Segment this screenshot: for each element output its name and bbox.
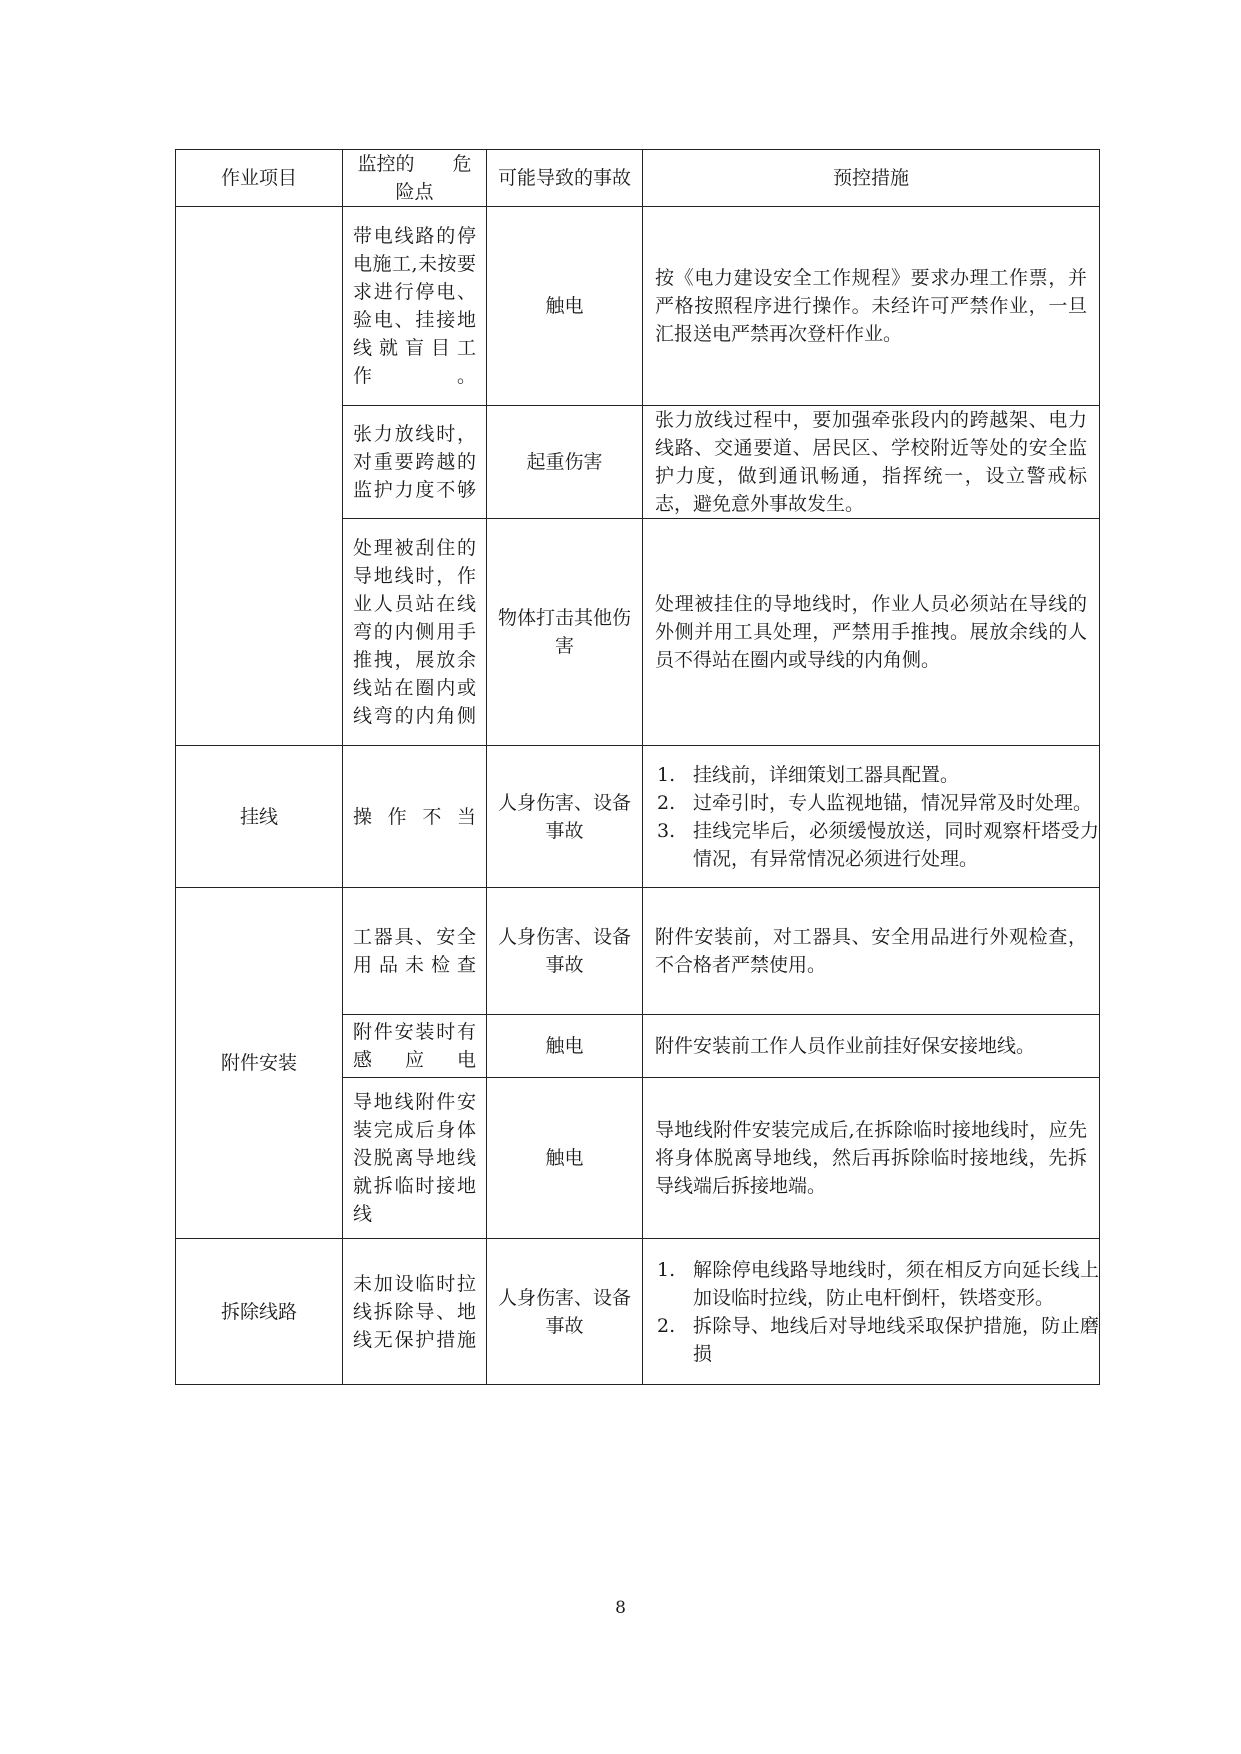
table-row <box>176 746 1100 888</box>
list-item: 2. 过牵引时，专人监视地锚，情况异常及时处理。 <box>657 791 1093 814</box>
hazard-cell: 附件安装时有感应电 <box>343 1015 487 1078</box>
accident-cell: 人身伤害、设备事故 <box>487 746 643 888</box>
measure-cell: 张力放线过程中，要加强牵张段内的跨越架、电力线路、交通要道、居民区、学校附近等处的安全监护力度，做到通讯畅通，指挥统一，设立警戒标志，避免意外事故发生。 <box>643 406 1100 519</box>
measure-cell <box>643 746 1100 888</box>
table-row <box>176 207 1100 406</box>
list-item: 1. 解除停电线路导地线时，须在相反方向延长线上加设临时拉线，防止电杆倒杆，铁塔变形。 <box>657 1258 1099 1309</box>
hazard-cell: 未加设临时拉线拆除导、地线无保护措施 <box>343 1239 487 1385</box>
measure-cell: 附件安装前工作人员作业前挂好保安接地线。 <box>643 1015 1100 1078</box>
hazard-cell: 张力放线时，对重要跨越的监护力度不够 <box>343 406 487 519</box>
measure-cell: 附件安装前，对工器具、安全用品进行外观检查，不合格者严禁使用。 <box>643 888 1100 1015</box>
accident-cell: 人身伤害、设备事故 <box>487 1239 643 1385</box>
list-item: 1. 挂线前，详细策划工器具配置。 <box>657 763 960 786</box>
list-item: 2. 拆除导、地线后对导地线采取保护措施，防止磨损 <box>657 1314 1099 1365</box>
list-item: 3. 挂线完毕后，必须缓慢放送，同时观察杆塔受力情况，有异常情况必须进行处理。 <box>657 819 1099 870</box>
header-measure: 预控措施 <box>643 150 1100 207</box>
work-item-cell: 挂线 <box>176 746 343 888</box>
risk-control-table <box>175 149 1100 1385</box>
hazard-cell: 操作不当 <box>343 746 487 888</box>
measure-cell: 按《电力建设安全工作规程》要求办理工作票，并严格按照程序进行操作。未经许可严禁作业，一旦汇报送电严禁再次登杆作业。 <box>643 207 1100 406</box>
measure-steps <box>643 761 1099 873</box>
accident-cell: 触电 <box>487 207 643 406</box>
hazard-cell: 处理被刮住的导地线时，作业人员站在线弯的内侧用手推拽，展放余线站在圈内或线弯的内角侧 <box>343 519 487 746</box>
measure-cell <box>643 1239 1100 1385</box>
page-number: 8 <box>615 1598 626 1618</box>
measure-steps <box>643 1256 1099 1368</box>
work-item-cell: 附件安装 <box>176 888 343 1239</box>
header-work-item: 作业项目 <box>176 150 343 207</box>
measure-cell: 导地线附件安装完成后,在拆除临时接地线时，应先将身体脱离导地线，然后再拆除临时接地线，先拆导线端后拆接地端。 <box>643 1078 1100 1239</box>
header-hazard: 监控的 危险点 <box>343 150 487 207</box>
accident-cell: 物体打击其他伤害 <box>487 519 643 746</box>
measure-cell: 处理被挂住的导地线时，作业人员必须站在导线的外侧并用工具处理，严禁用手推拽。展放余线的人员不得站在圈内或导线的内角侧。 <box>643 519 1100 746</box>
work-item-cell: 拆除线路 <box>176 1239 343 1385</box>
table-header-row <box>176 150 1100 207</box>
work-item-cell <box>176 207 343 746</box>
accident-cell: 触电 <box>487 1078 643 1239</box>
accident-cell: 起重伤害 <box>487 406 643 519</box>
hazard-cell: 工器具、安全用品未检查 <box>343 888 487 1015</box>
accident-cell: 人身伤害、设备事故 <box>487 888 643 1015</box>
header-accident: 可能导致的事故 <box>487 150 643 207</box>
hazard-cell: 导地线附件安装完成后身体没脱离导地线就拆临时接地线 <box>343 1078 487 1239</box>
hazard-cell: 带电线路的停电施工,未按要求进行停电、验电、挂接地线就盲目工作。 <box>343 207 487 406</box>
accident-cell: 触电 <box>487 1015 643 1078</box>
table-row <box>176 1239 1100 1385</box>
table-row <box>176 888 1100 1015</box>
